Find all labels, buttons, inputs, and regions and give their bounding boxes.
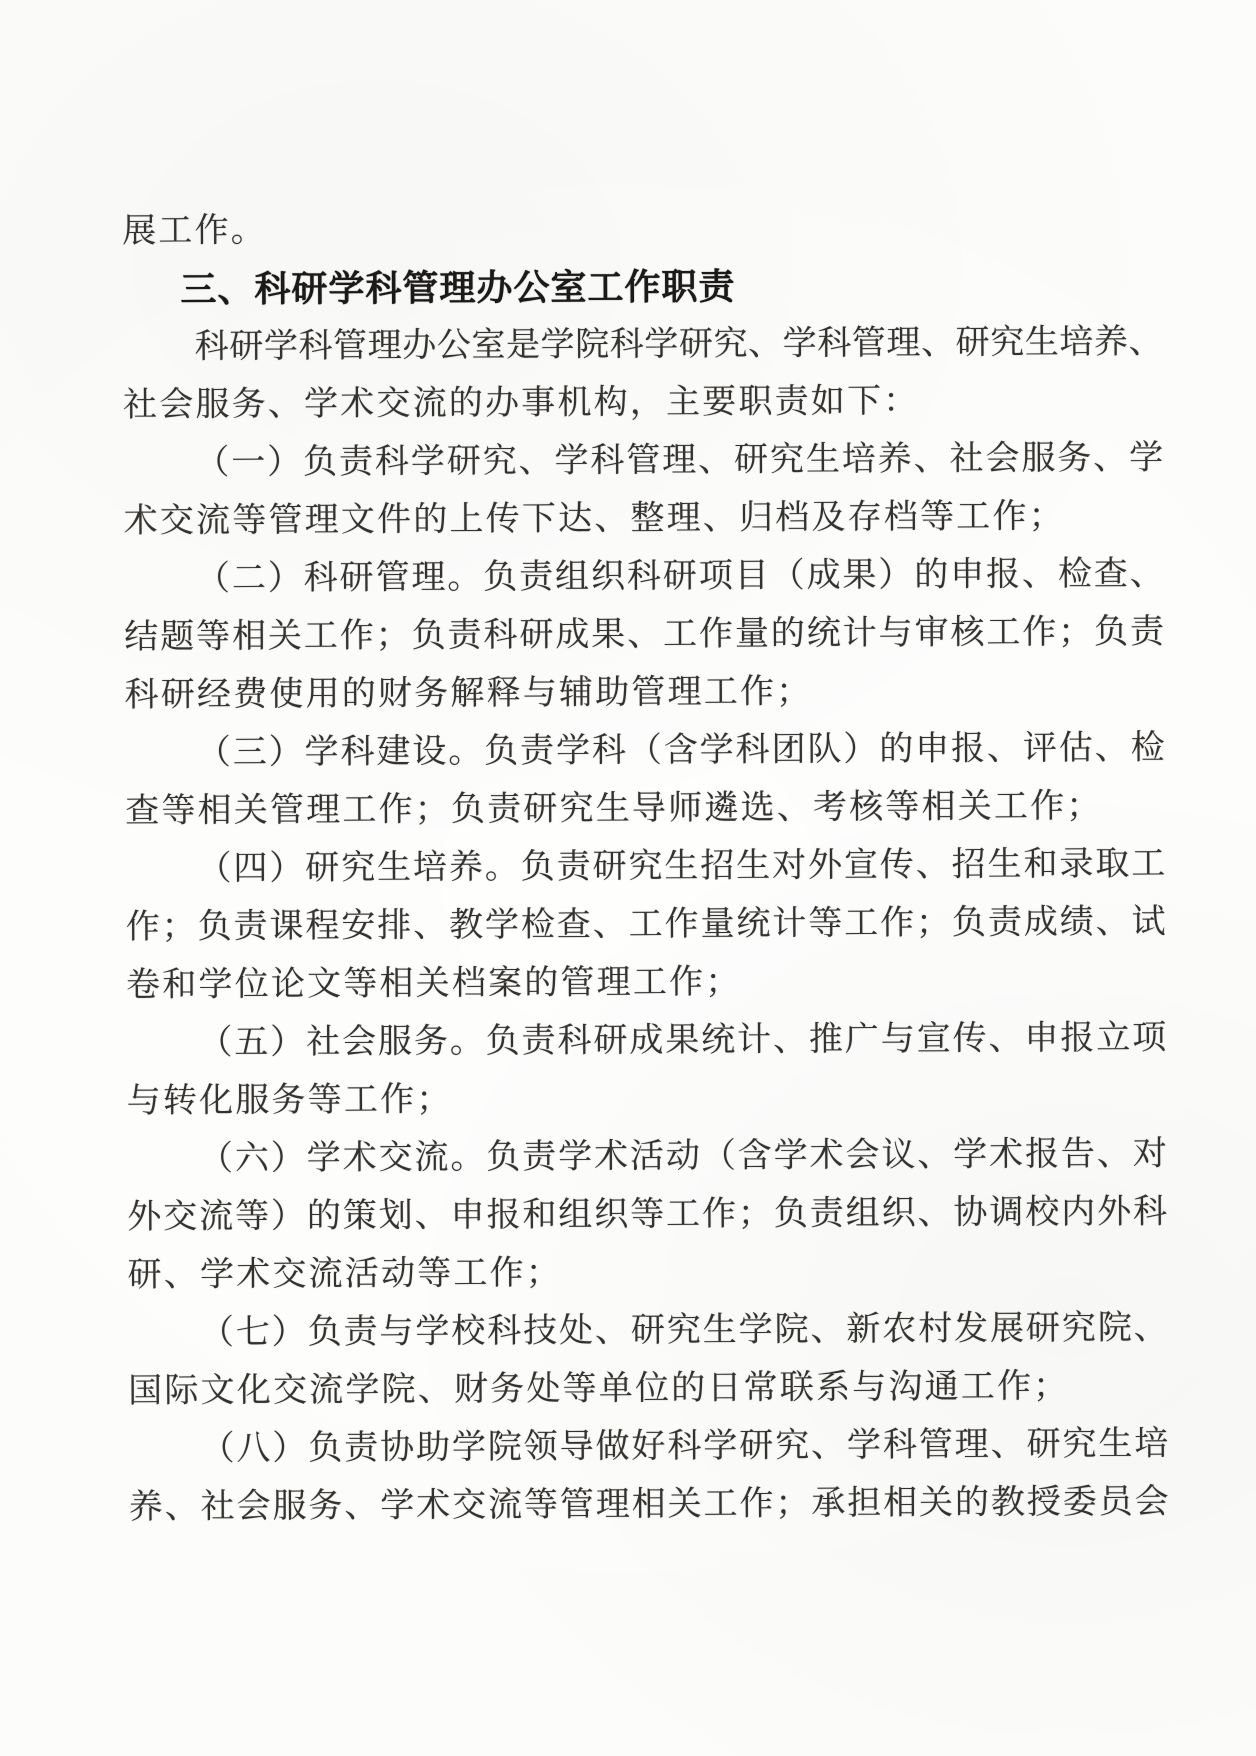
text-line: （八）负责协助学院领导做好科学研究、学科管理、研究生培 (200, 1425, 1169, 1468)
text-line: 科研经费使用的财务解释与辅助管理工作； (124, 673, 813, 714)
text-line: 科研学科管理办公室是学院科学研究、学科管理、研究生培养、 (194, 323, 1163, 366)
text-line: 养、社会服务、学术交流等管理相关工作；承担相关的教授委员会 (128, 1483, 1169, 1526)
text-line: （三）学科建设。负责学科（含学科团队）的申报、评估、检 (196, 729, 1165, 772)
text-line: 外交流等）的策划、申报和组织等工作；负责组织、协调校内外科 (127, 1193, 1168, 1236)
text-line: 卷和学位论文等相关档案的管理工作； (126, 963, 742, 1004)
text-line: 与转化服务等工作； (126, 1081, 453, 1120)
text-line: 作；负责课程安排、教学检查、工作量统计等工作；负责成绩、试 (125, 903, 1166, 946)
text-line: （二）科研管理。负责组织科研项目（成果）的申报、检查、 (195, 555, 1165, 598)
text-line: （四）研究生培养。负责研究生招生对外宣传、招生和录取工 (197, 845, 1166, 888)
text-line: （七）负责与学校科技处、研究生学院、新农村发展研究院、 (199, 1309, 1169, 1352)
text-line: 结题等相关工作；负责科研成果、工作量的统计与审核工作；负责 (124, 613, 1165, 656)
text-line: 社会服务、学术交流的办事机构，主要职责如下： (122, 382, 920, 424)
text-line: 展工作。 (122, 212, 268, 250)
text-line: 查等相关管理工作；负责研究生导师遴选、考核等相关工作； (125, 787, 1103, 830)
text-column (122, 198, 1169, 1537)
text-line: （六）学术交流。负责学术活动（含学术会议、学术报告、对 (198, 1135, 1168, 1178)
text-line: （一）负责科学研究、学科管理、研究生培养、社会服务、学 (195, 439, 1164, 482)
text-line: 国际文化交流学院、财务处等单位的日常联系与沟通工作； (128, 1368, 1070, 1410)
text-line: 术交流等管理文件的上传下达、整理、归档及存档等工作； (123, 498, 1065, 540)
section-heading: 三、科研学科管理办公室工作职责 (180, 265, 736, 310)
text-line: 研、学术交流活动等工作； (127, 1254, 563, 1294)
text-line: （五）社会服务。负责科研成果统计、推广与宣传、申报立项 (198, 1019, 1167, 1062)
